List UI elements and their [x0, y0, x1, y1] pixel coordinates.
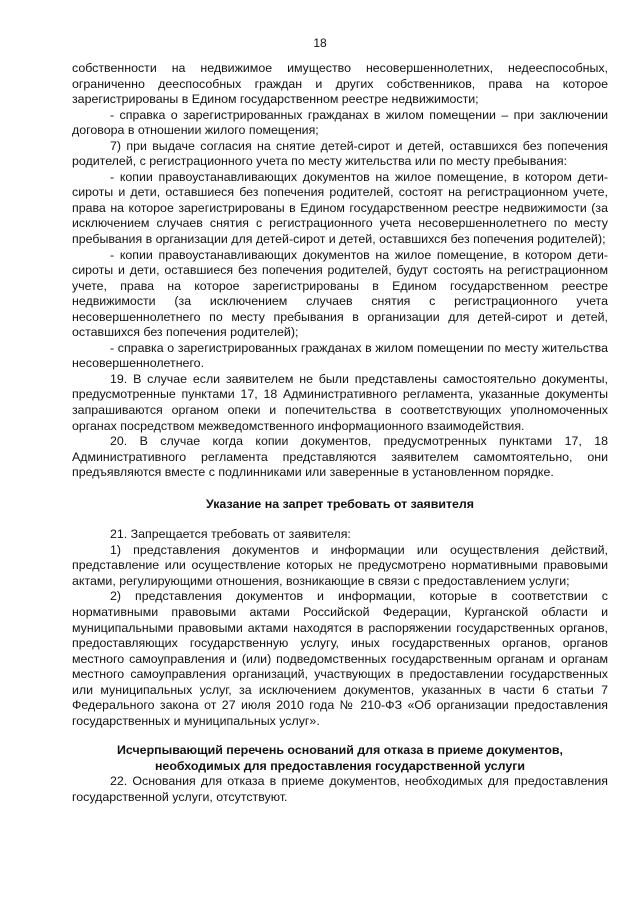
section-heading-line: необходимых для предоставления государственной услуги — [154, 758, 526, 773]
section-heading — [72, 743, 608, 774]
section-heading-line: Исчерпывающий перечень оснований для отказа в приеме документов, — [117, 743, 563, 758]
paragraph: 7) при выдаче согласия на снятие детей-сирот и детей, оставшихся без попечения родителей, с регистрационного учета по месту жительства или по месту пребывания: — [72, 138, 608, 169]
document-body — [72, 61, 608, 805]
paragraph: - справка о зарегистрированных гражданах в жилом помещении по месту жительства несовершеннолетнего. — [72, 340, 608, 371]
paragraph: собственности на недвижимое имущество несовершеннолетних, недееспособных, ограниченно дееспособных граждан и других собственников, права на которое зарегистрированы в Едином государственном реестре недвижимости; — [72, 61, 608, 107]
paragraph: - копии правоустанавливающих документов на жилое помещение, в котором дети-сироты и дети, оставшиеся без попечения родителей, состоят на регистрационном учете, права на которое зарегистрированы в Едином государственном реестре недвижимости (за исключением случаев снятия с регистрационного учета несовершеннолетнего по месту пребывания в организации для детей-сирот и детей, оставшихся без попечения родителей); — [72, 169, 608, 247]
page-number: 18 — [313, 36, 327, 50]
paragraph: 2) представления документов и информации, которые в соответствии с нормативными правовыми актами Российской Федерации, Курганской области и муниципальными правовыми актами находятся в распоряжении государственных органов, предоставляющих государственную услугу, иных государственных органов, органов местного самоуправления и (или) подведомственных государственным органам и органам местного самоуправления организаций, участвующих в предоставлении государственных или муниципальных услуг, за исключением документов, указанных в части 6 статьи 7 Федерального закона от 27 июля 2010 года № 210-ФЗ «Об организации предоставления государственных и муниципальных услуг». — [72, 589, 608, 728]
paragraph: 20. В случае когда копии документов, предусмотренных пунктами 17, 18 Административного регламента представляются заявителем самомтоятельно, они предъявляются вместе с подлинниками или заверенные в установленном порядке. — [72, 434, 608, 480]
paragraph: - копии правоустанавливающих документов на жилое помещение, в котором дети-сироты и дети, оставшиеся без попечения родителей, будут состоять на регистрационном учете, права на которое зарегистрированы в Едином государственном реестре недвижимости (за исключением случаев снятия с регистрационного учета несовершеннолетнего по месту пребывания в организации для детей-сирот и детей, оставшихся без попечения родителей); — [72, 247, 608, 340]
paragraph: 22. Основания для отказа в приеме документов, необходимых для предоставления государственной услуги, отсутствуют. — [72, 774, 608, 804]
paragraph: - справка о зарегистрированных гражданах в жилом помещении – при заключении договора в отношении жилого помещения; — [72, 107, 608, 138]
paragraph: 19. В случае если заявителем не были представлены самостоятельно документы, предусмотренные пунктами 17, 18 Административного регламента, указанные документы запрашиваются органом опеки и попечительства в соответствующих уполномоченных органах посредством межведомственного информационного взаимодействия. — [72, 371, 608, 433]
paragraph: 1) представления документов и информации или осуществления действий, представление или осуществление которых не предусмотрено нормативными правовыми актами, регулирующими отношения, возникающие в связи с предоставлением услуги; — [72, 542, 608, 588]
paragraph: 21. Запрещается требовать от заявителя: — [110, 527, 351, 542]
section-heading: Указание на запрет требовать от заявителя — [205, 496, 475, 511]
